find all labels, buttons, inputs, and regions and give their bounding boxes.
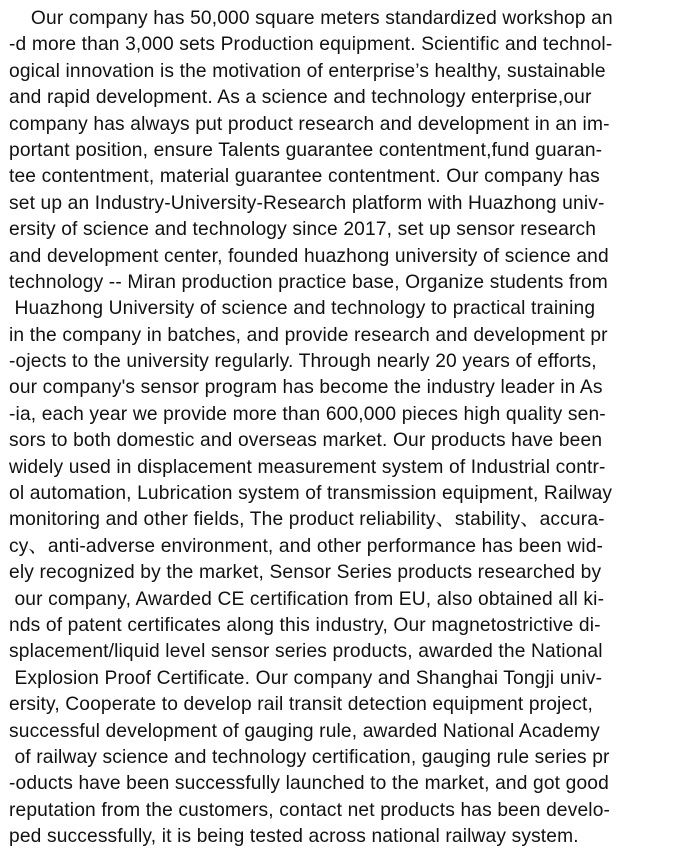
text-line: monitoring and other fields, The product reliability、stability、accura- [9, 509, 605, 531]
text-line: ol automation, Lubrication system of transmission equipment, Railway [9, 483, 613, 505]
text-line: splacement/liquid level sensor series products, awarded the National [9, 641, 603, 663]
text-line: of railway science and technology certification, gauging rule series pr [9, 746, 610, 768]
text-line: -ojects to the university regularly. Through nearly 20 years of efforts, [9, 351, 597, 373]
text-line: reputation from the customers, contact net products has been develo- [9, 799, 611, 821]
text-line: ersity, Cooperate to develop rail transit detection equipment project, [9, 694, 593, 716]
text-line: ersity of science and technology since 2017, set up sensor research [9, 219, 597, 241]
text-line: company has always put product research and development in an im- [9, 113, 610, 135]
text-line: sors to both domestic and overseas market. Our products have been [9, 430, 603, 452]
text-line: set up an Industry-University-Research platform with Huazhong univ- [9, 192, 605, 214]
text-line: tee contentment, material guarantee contentment. Our company has [9, 166, 600, 188]
text-line: and rapid development. As a science and technology enterprise,our [9, 87, 592, 109]
text-line: ely recognized by the market, Sensor Series products researched by [9, 562, 602, 584]
text-line: technology -- Miran production practice base, Organize students from [9, 271, 608, 293]
text-line: portant position, ensure Talents guarantee contentment,fund guaran- [9, 139, 603, 161]
text-line: -oducts have been successfully launched to the market, and got good [9, 773, 609, 795]
text-line: and development center, founded huazhong university of science and [9, 245, 609, 267]
text-line: -ia, each year we provide more than 600,000 pieces high quality sen- [9, 403, 606, 425]
text-line: our company's sensor program has become the industry leader in As [9, 377, 603, 399]
text-line: our company, Awarded CE certification from EU, also obtained all ki- [9, 588, 605, 610]
text-line: Our company has 50,000 square meters standardized workshop an [9, 8, 613, 29]
text-line: nds of patent certificates along this industry, Our magnetostrictive di- [9, 614, 601, 636]
text-line: ogical innovation is the motivation of enterprise’s healthy, sustainable [9, 60, 606, 82]
text-line: cy、anti-adverse environment, and other performance has been wid- [9, 535, 604, 557]
text-line: widely used in displacement measurement system of Industrial contr- [9, 456, 606, 478]
text-line: ped successfully, it is being tested across national railway system. [9, 826, 579, 848]
text-line: successful development of gauging rule, awarded National Academy [9, 720, 600, 742]
text-line: -d more than 3,000 sets Production equipment. Scientific and technol- [9, 34, 613, 56]
text-line: in the company in batches, and provide research and development pr [9, 324, 608, 346]
text-line: Explosion Proof Certificate. Our company and Shanghai Tongji univ- [9, 667, 603, 689]
company-profile-paragraph [9, 6, 700, 851]
text-line: Huazhong University of science and technology to practical training [9, 298, 596, 320]
